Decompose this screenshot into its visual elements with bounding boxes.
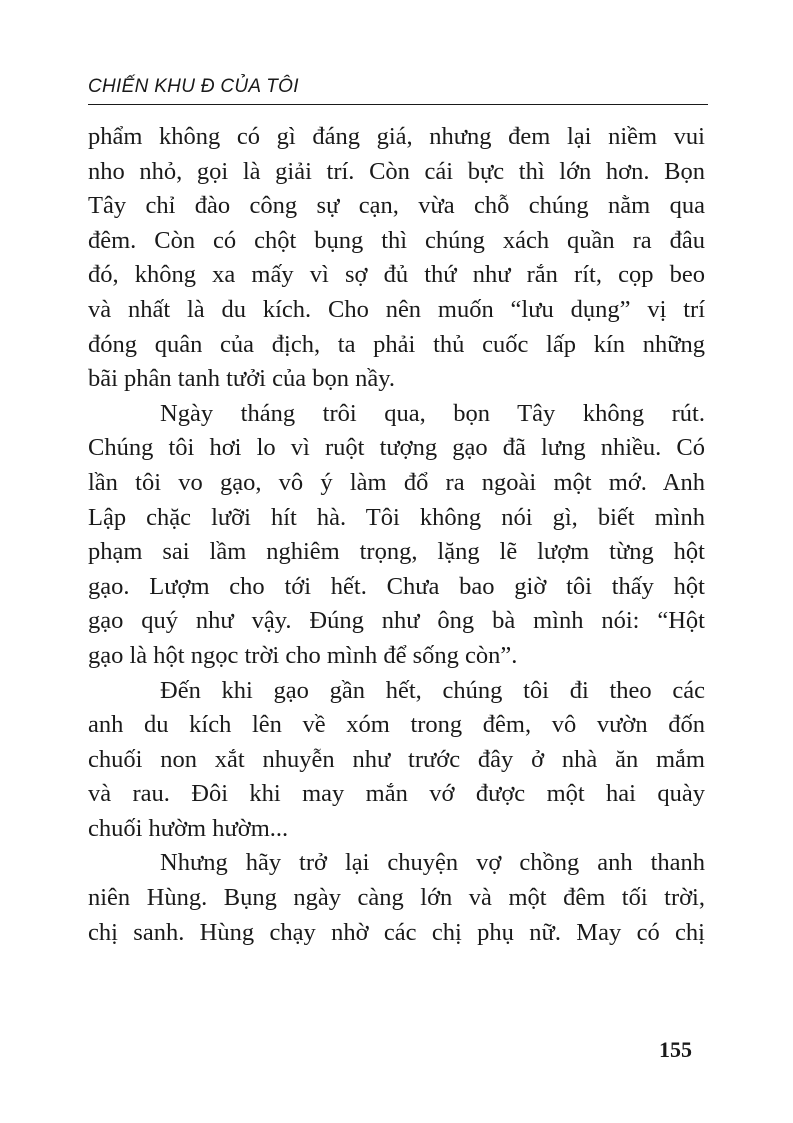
text-line: gạo quý như vậy. Đúng như ông bà mình nói: “Hột bbox=[88, 607, 705, 635]
text-line: đêm. Còn có chột bụng thì chúng xách quần ra đâu bbox=[88, 226, 705, 254]
text-line: nho nhỏ, gọi là giải trí. Còn cái bực thì lớn hơn. Bọn bbox=[88, 157, 705, 185]
text-line: gạo. Lượm cho tới hết. Chưa bao giờ tôi thấy hột bbox=[88, 572, 705, 600]
text-line: chuối hườm hườm... bbox=[88, 814, 289, 842]
text-line: và nhất là du kích. Cho nên muốn “lưu dụng” vị trí bbox=[88, 295, 705, 323]
text-line: phẩm không có gì đáng giá, nhưng đem lại niềm vui bbox=[88, 123, 705, 150]
running-header bbox=[88, 74, 708, 105]
book-title: CHIẾN KHU Đ CỦA TÔI bbox=[88, 76, 299, 97]
paragraph-first-line: Nhưng hãy trở lại chuyện vợ chồng anh thanh bbox=[160, 849, 705, 877]
text-line: lần tôi vo gạo, vô ý làm đổ ra ngoài một mớ. Anh bbox=[88, 468, 705, 496]
paragraph-first-line: Ngày tháng trôi qua, bọn Tây không rút. bbox=[160, 399, 705, 427]
page-body bbox=[88, 120, 705, 950]
text-line: gạo là hột ngọc trời cho mình để sống còn”. bbox=[88, 641, 518, 669]
text-line: phạm sai lầm nghiêm trọng, lặng lẽ lượm từng hột bbox=[88, 538, 705, 566]
text-line: anh du kích lên về xóm trong đêm, vô vườn đốn bbox=[88, 711, 705, 739]
text-line: Tây chỉ đào công sự cạn, vừa chỗ chúng nằm qua bbox=[88, 192, 705, 220]
text-line: niên Hùng. Bụng ngày càng lớn và một đêm tối trời, bbox=[88, 884, 705, 912]
text-line: và rau. Đôi khi may mắn vớ được một hai quày bbox=[88, 780, 705, 808]
text-line: chị sanh. Hùng chạy nhờ các chị phụ nữ. May có chị bbox=[88, 918, 705, 946]
text-line: đóng quân của địch, ta phải thủ cuốc lấp kín những bbox=[88, 330, 705, 358]
paragraph-first-line: Đến khi gạo gần hết, chúng tôi đi theo các bbox=[160, 676, 705, 704]
text-line: đó, không xa mấy vì sợ đủ thứ như rắn rít, cọp beo bbox=[88, 261, 705, 289]
text-line: chuối non xắt nhuyễn như trước đây ở nhà ăn mắm bbox=[88, 745, 705, 773]
text-line: bãi phân tanh tưởi của bọn nầy. bbox=[88, 365, 395, 393]
text-line: Chúng tôi hơi lo vì ruột tượng gạo đã lưng nhiều. Có bbox=[88, 434, 705, 462]
text-line: Lập chặc lưỡi hít hà. Tôi không nói gì, biết mình bbox=[88, 503, 705, 531]
page-number: 155 bbox=[659, 1037, 692, 1062]
